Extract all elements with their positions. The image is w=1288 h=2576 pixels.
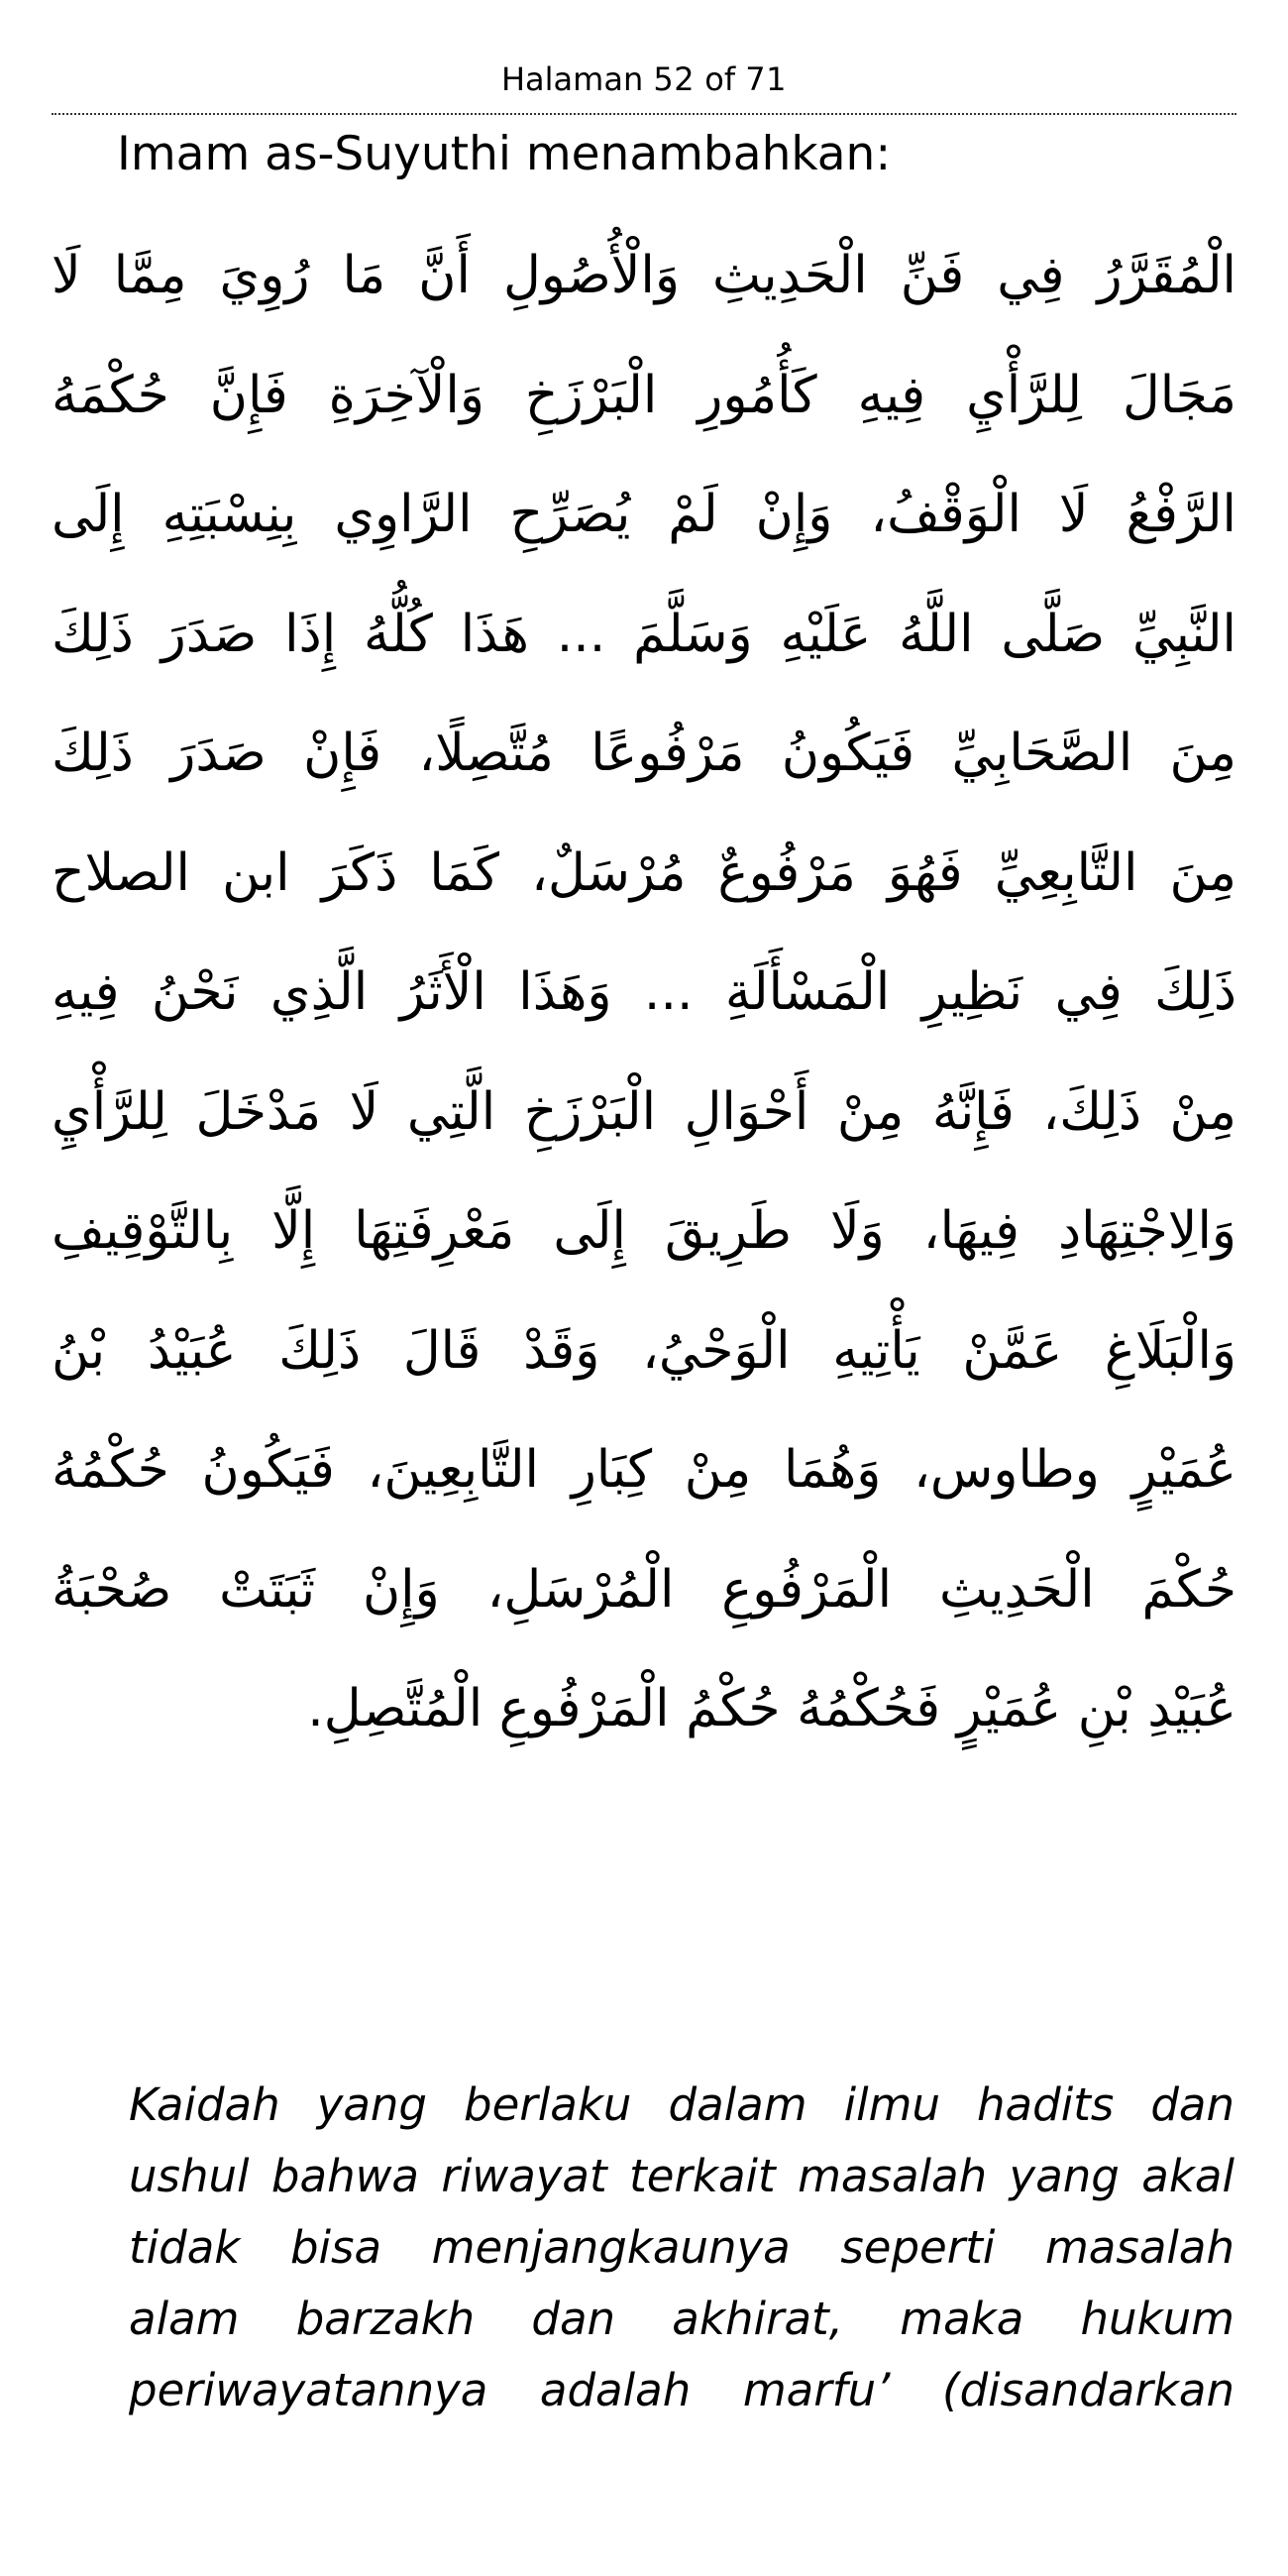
header-divider — [52, 113, 1236, 115]
page-label: Halaman — [500, 60, 644, 98]
translation-line-2: ushul bahwa riwayat terkait masalah yang akal — [129, 2150, 1234, 2202]
arabic-line-9: وَالِاجْتِهَادِ فِيهَا، وَلَا طَرِيقَ إِلَى مَعْرِفَتِهَا إِلَّا بِالتَّوْقِيفِ — [52, 1201, 1236, 1261]
arabic-line-5: مِنَ الصَّحَابِيِّ فَيَكُونُ مَرْفُوعًا مُتَّصِلًا، فَإِنْ صَدَرَ ذَلِكَ — [52, 724, 1236, 783]
arabic-line-12: حُكْمَ الْحَدِيثِ الْمَرْفُوعِ الْمُرْسَلِ، وَإِنْ ثَبَتَتْ صُحْبَةُ — [52, 1559, 1236, 1620]
translation-paragraph — [129, 2070, 1234, 2426]
page-header — [0, 59, 1288, 99]
arabic-line-11: عُمَيْرٍ وطاوس، وَهُمَا مِنْ كِبَارِ التَّابِعِينَ، فَيَكُونُ حُكْمُهُ — [52, 1440, 1236, 1500]
total-pages-number: 71 — [745, 60, 788, 98]
intro-text: Imam as-Suyuthi menambahkan: — [117, 127, 892, 181]
translation-line-1: Kaidah yang berlaku dalam ilmu hadits dan — [129, 2078, 1234, 2131]
arabic-line-4: النَّبِيِّ صَلَّى اللَّهُ عَلَيْهِ وَسَلَّمَ ... هَذَا كُلُّهُ إِذَا صَدَرَ ذَلِكَ — [52, 604, 1236, 664]
translation-line-4: alam barzakh dan akhirat, maka hukum — [129, 2293, 1234, 2345]
arabic-line-2: مَجَالَ لِلرَّأْيِ فِيهِ كَأُمُورِ الْبَرْزَخِ وَالْآخِرَةِ فَإِنَّ حُكْمَهُ — [52, 365, 1236, 425]
arabic-line-6: مِنَ التَّابِعِيِّ فَهُوَ مَرْفُوعٌ مُرْسَلٌ، كَمَا ذَكَرَ ابن الصلاح — [52, 842, 1236, 903]
translation-line-5: periwayatannya adalah marfu’ (disandarkan — [129, 2364, 1234, 2416]
page-separator: of — [704, 60, 736, 98]
arabic-line-8: مِنْ ذَلِكَ، فَإِنَّهُ مِنْ أَحْوَالِ الْبَرْزَخِ الَّتِي لَا مَدْخَلَ لِلرَّأْيِ — [52, 1081, 1236, 1142]
arabic-line-13: عُبَيْدِ بْنِ عُمَيْرٍ فَحُكْمُهُ حُكْمُ الْمَرْفُوعِ الْمُتَّصِلِ. — [307, 1679, 1236, 1738]
arabic-quote — [52, 216, 1236, 1769]
arabic-line-3: الرَّفْعُ لَا الْوَقْفُ، وَإِنْ لَمْ يُصَرِّحِ الرَّاوِي بِنِسْبَتِهِ إِلَى — [52, 485, 1236, 544]
arabic-line-10: وَالْبَلَاغِ عَمَّنْ يَأْتِيهِ الْوَحْيُ، وَقَدْ قَالَ ذَلِكَ عُبَيْدُ بْنُ — [52, 1320, 1236, 1381]
arabic-line-1: الْمُقَرَّرُ فِي فَنِّ الْحَدِيثِ وَالْأُصُولِ أَنَّ مَا رُوِيَ مِمَّا لَا — [52, 246, 1236, 305]
current-page-number: 52 — [653, 60, 696, 98]
translation-line-3: tidak bisa menjangkaunya seperti masalah — [129, 2221, 1234, 2274]
arabic-line-7: ذَلِكَ فِي نَظِيرِ الْمَسْأَلَةِ ... وَهَذَا الْأَثَرُ الَّذِي نَحْنُ فِيهِ — [52, 962, 1236, 1022]
